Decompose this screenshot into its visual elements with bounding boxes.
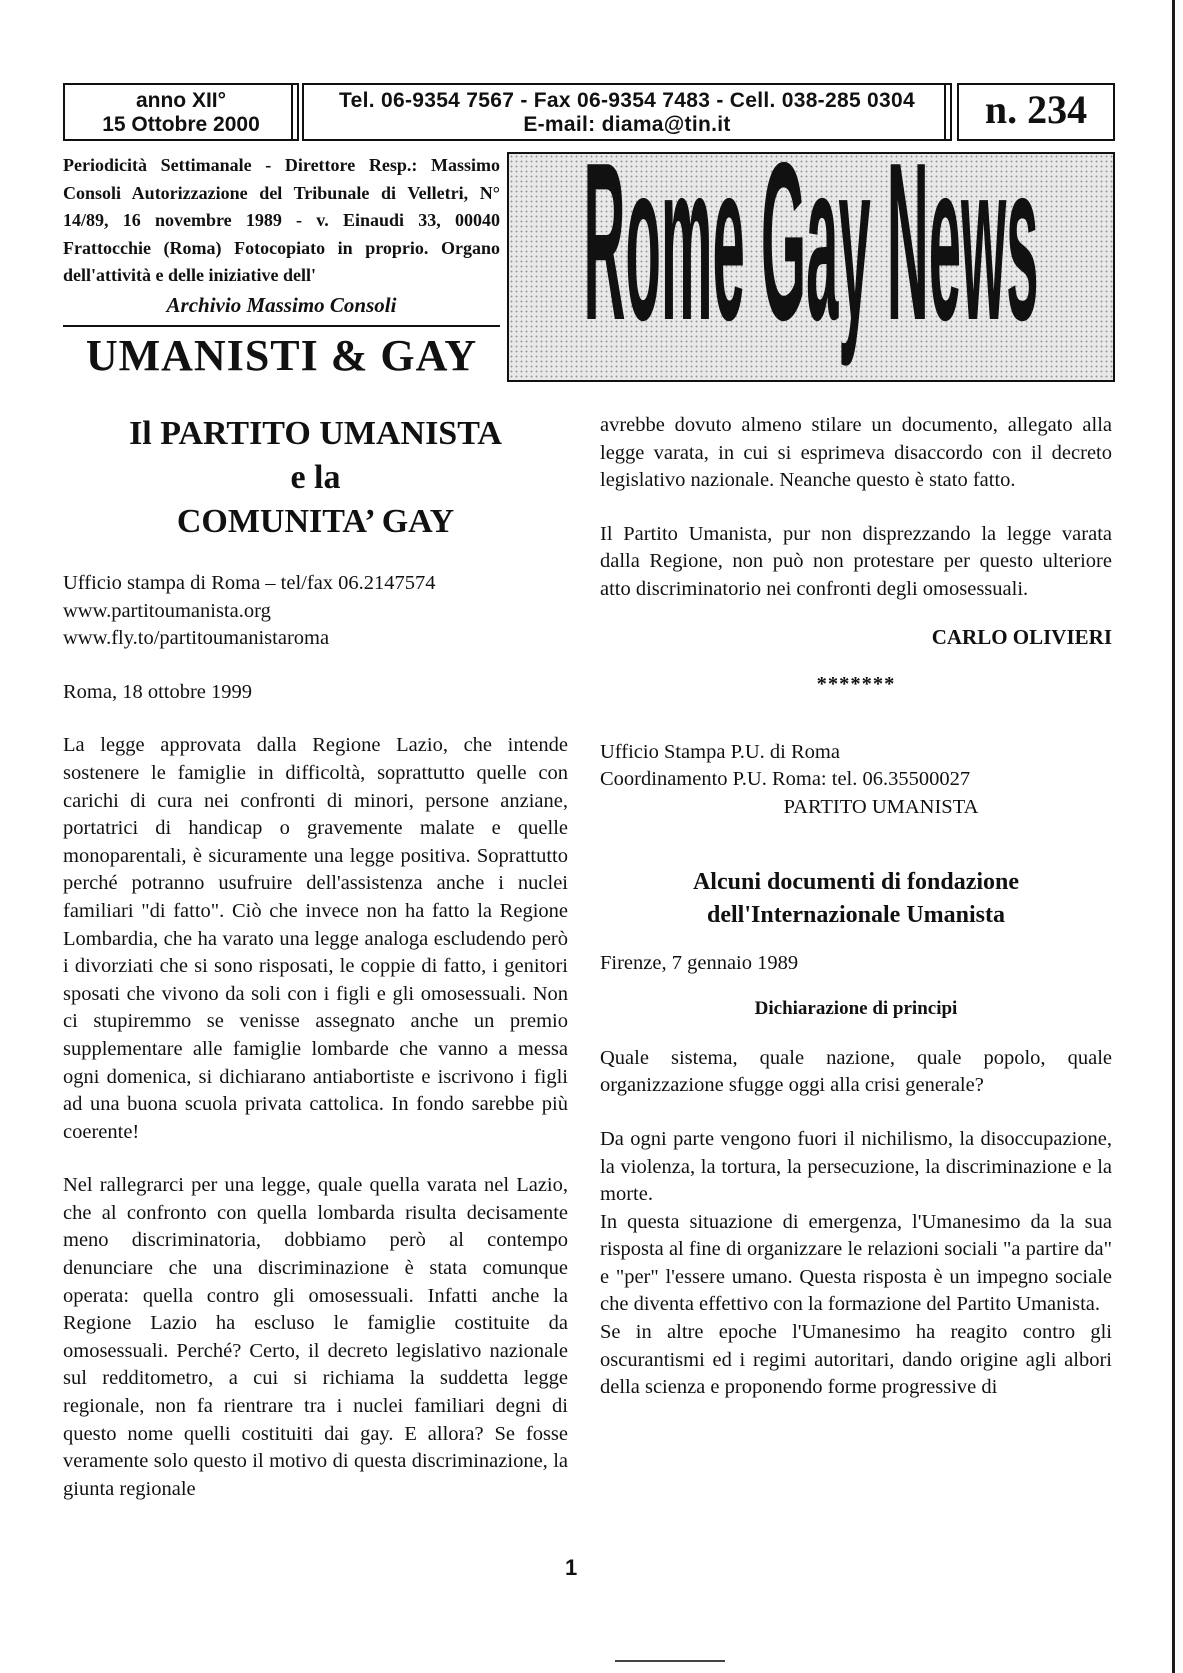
press-website-2: www.fly.to/partitoumanistaroma: [63, 627, 330, 650]
press-office-info: [63, 570, 568, 653]
second-paragraph-1: Quale sistema, quale nazione, quale popolo, quale organizzazione sfugge oggi alla crisi generale?: [600, 1046, 1112, 1097]
second-headline-line-1: Alcuni documenti di fondazione: [692, 868, 1020, 895]
page-number: 1: [565, 1555, 578, 1580]
article-dateline: Roma, 18 ottobre 1999: [63, 680, 253, 703]
press-website-1: www.partitoumanista.org: [63, 599, 271, 622]
office-line-3: PARTITO UMANISTA: [783, 795, 979, 818]
article-paragraph-2: Nel rallegrarci per una legge, quale quella varata nel Lazio, che al confronto con quella lombarda risulta decisamente meno discriminatoria, dobbiamo però al contempo denunciare che una discriminazione è stata comunque operata: quella contro gli omosessuali. Infatti anche la Regione Lazio ha escluso le famiglie costituite da omosessuali. Perché? Certo, il decreto legislativo nazionale sul redditometro, a cui si richiama la suddetta legge regionale, non fa rientrare tra i nuclei familiari degni di questo nome quelli costituiti dai gay. E allora? Se fosse veramente solo questo il motivo di questa discriminazione, la giunta regionale: [63, 1174, 568, 1500]
second-article-headline: [600, 866, 1112, 932]
contact-email-line: E-mail: diama@tin.it: [523, 113, 731, 136]
contact-box: [302, 83, 952, 141]
right-column: [600, 412, 1112, 1402]
article-paragraph-4: Il Partito Umanista, pur non disprezzando la legge varata dalla Regione, non può non protestare per questo ulteriore atto discriminatorio nei confronti degli omosessuali.: [600, 522, 1112, 600]
archive-name: Archivio Massimo Consoli: [166, 292, 397, 317]
office-info: [600, 739, 1112, 822]
headline-line-1: Il PARTITO UMANISTA: [129, 415, 502, 452]
second-paragraph-2: Da ogni parte vengono fuori il nichilismo, la disoccupazione, la violenza, la tortura, la persecuzione, la discriminazione e la morte.: [600, 1127, 1112, 1206]
second-article-dateline: Firenze, 7 gennaio 1989: [600, 951, 799, 974]
newspaper-logo: [507, 152, 1115, 382]
article-paragraph-1: La legge approvata dalla Regione Lazio, che intende sostenere le famiglie in difficoltà, soprattutto quelle con carichi di cura nei confronti di minori, persone anziane, portatrici di handicap o gravemente malate e quelle monoparentali, è sicuramente una legge positiva. Soprattutto perché potranno usufruire dell'assistenza anche i nuclei familiari "di fatto". Ciò che invece non ha fatto la Regione Lombardia, che ha varato una legge analoga escludendo però i divorziati che si sono risposati, le coppie di fatto, i genitori sposati che vivono da soli con i figli e gli omosessuali. Non ci stupiremmo se venisse assegnato anche un premio supplementare alle famiglie lombarde che vanno a messa ogni domenica, si dichiarano antiabortiste e iscrivono i figli ad una buona scuola privata cattolica. In fondo sarebbe più coerente!: [63, 734, 568, 1143]
masthead-rule: [63, 325, 500, 327]
press-phone: Ufficio stampa di Roma – tel/fax 06.2147574: [63, 572, 436, 594]
second-paragraph-3: In questa situazione di emergenza, l'Umanesimo da la sua risposta al fine di organizzare le relazioni sociali "a partire da" e "per" l'essere umano. Questa risposta è un impegno sociale che diventa effettivo con la formazione del Partito Umanista.: [600, 1210, 1112, 1316]
headline-line-2: e la: [290, 459, 341, 496]
masthead-info: [63, 152, 500, 319]
second-article-subheading: Dichiarazione di principi: [754, 998, 958, 1020]
logo-text: Rome Gay News: [583, 154, 1039, 368]
bottom-line: [615, 1660, 725, 1662]
second-headline-line-2: dell'Internazionale Umanista: [707, 901, 1005, 928]
article-signature: CARLO OLIVIERI: [931, 624, 1112, 649]
contact-phone-line: Tel. 06-9354 7567 - Fax 06-9354 7483 - Cell. 038-285 0304: [339, 89, 915, 112]
page-edge: [1172, 0, 1175, 1673]
office-line-2: Coordinamento P.U. Roma: tel. 06.35500027: [600, 768, 971, 791]
article-headline: [63, 412, 568, 544]
issue-number-box: [957, 83, 1115, 141]
headline-line-3: COMUNITA’ GAY: [176, 503, 455, 540]
article-paragraph-3: avrebbe dovuto almeno stilare un documento, allegato alla legge varata, in cui si esprimeva disaccordo con il decreto legislativo nazionale. Neanche questo è stato fatto.: [600, 414, 1112, 492]
issue-date-box: [63, 83, 299, 141]
second-paragraph-4: Se in altre epoche l'Umanesimo ha reagito contro gli oscurantismi ed i regimi autoritari, dando origine agli albori della scienza e proponendo forme progressive di: [600, 1321, 1112, 1399]
left-column: [63, 412, 568, 1529]
issue-number: n. 234: [984, 87, 1088, 132]
year-label: anno XII°: [135, 89, 227, 112]
section-title: UMANISTI & GAY: [85, 331, 478, 380]
office-line-1: Ufficio Stampa P.U. di Roma: [600, 740, 840, 763]
logo-wordmark: [509, 154, 1113, 380]
masthead-info-text: Periodicità Settimanale - Direttore Resp.: Massimo Consoli Autorizzazione del Tribunale di Velletri, N° 14/89, 16 novembre 1989 - v. Einaudi 33, 00040 Frattocchie (Roma) Fotocopiato in proprio. Organo dell'attività e delle iniziative dell': [63, 155, 500, 285]
separator-stars: *******: [816, 673, 896, 696]
date-label: 15 Ottobre 2000: [102, 113, 260, 136]
